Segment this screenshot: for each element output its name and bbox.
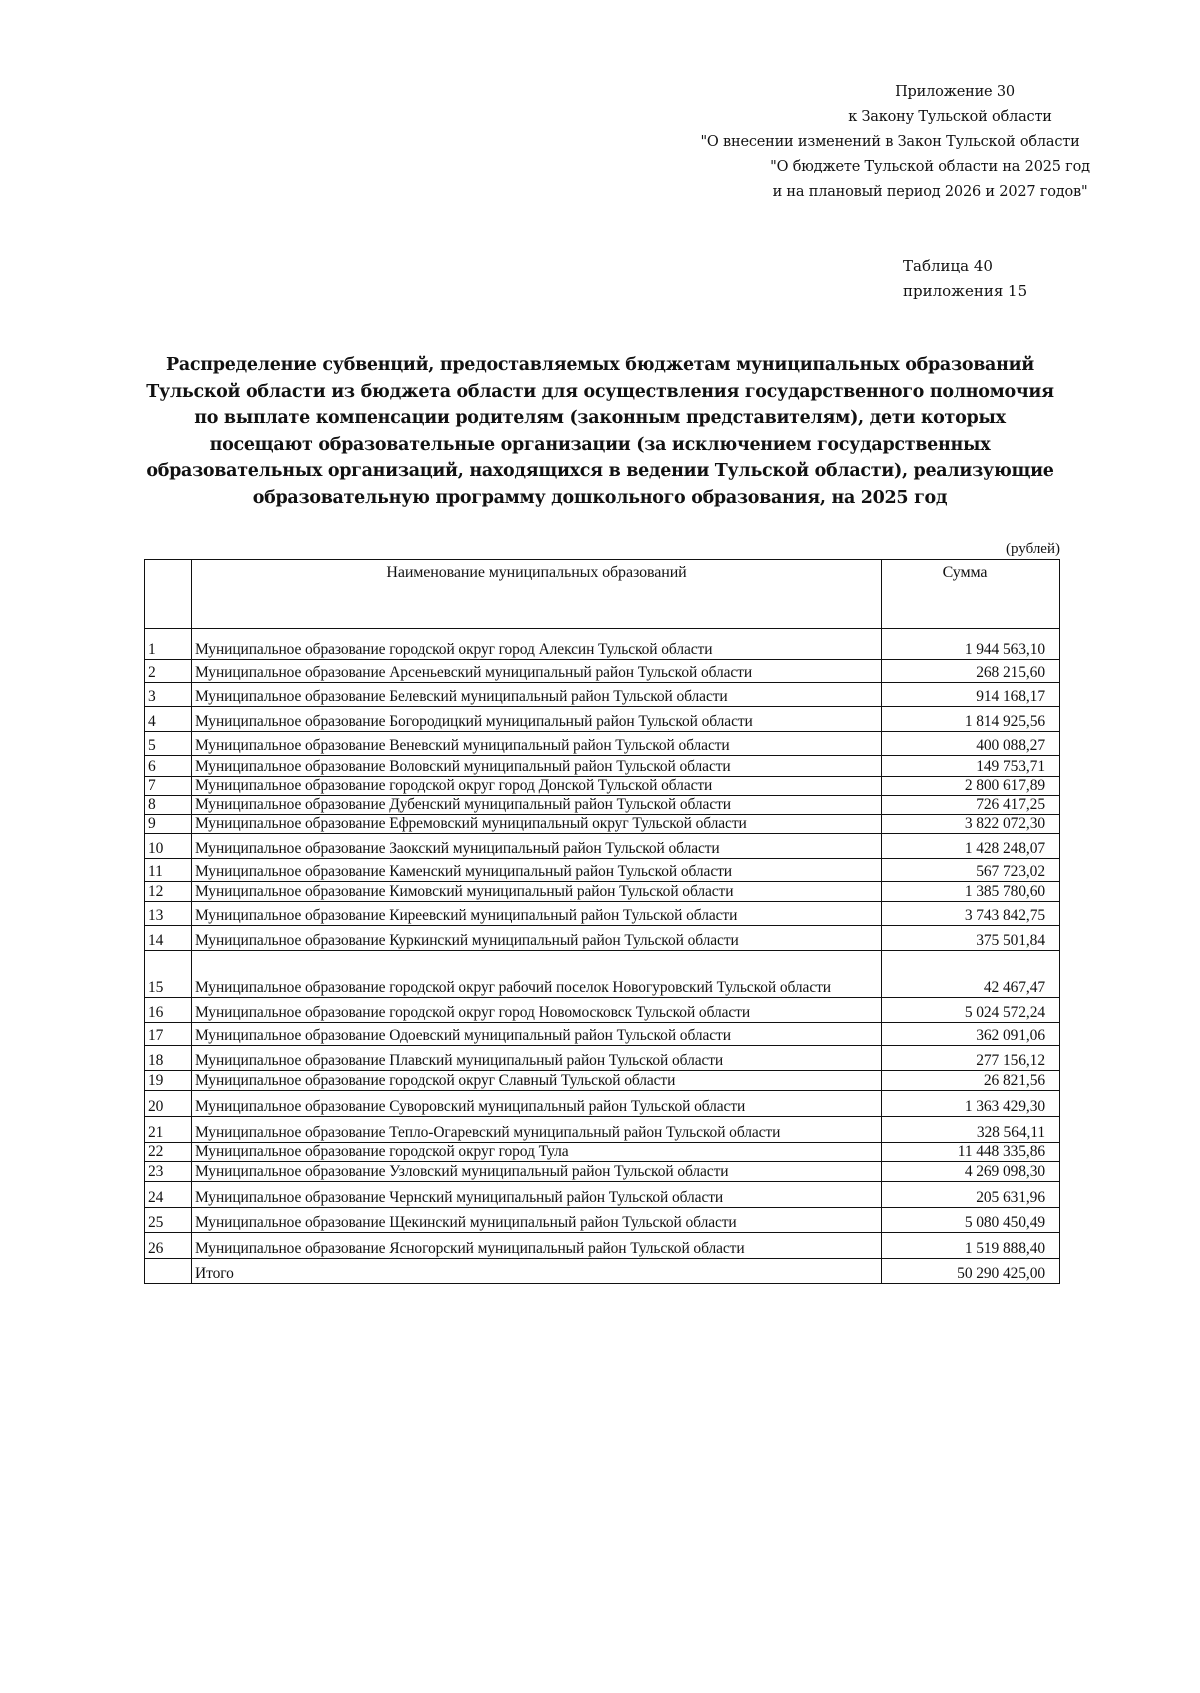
row-sum: 3 743 842,75	[882, 902, 1060, 926]
row-number: 3	[145, 683, 192, 707]
table-row	[145, 1071, 1060, 1091]
appendix-line: "О внесении изменений в Закон Тульской области	[700, 134, 1080, 150]
row-sum: 5 080 450,49	[882, 1208, 1060, 1233]
row-number: 9	[145, 815, 192, 834]
row-name: Муниципальное образование Суворовский муниципальный район Тульской области	[192, 1091, 882, 1117]
row-name: Муниципальное образование Плавский муниципальный район Тульской области	[192, 1046, 882, 1071]
table-row	[145, 1208, 1060, 1233]
table-row	[145, 815, 1060, 834]
row-sum: 1 428 248,07	[882, 834, 1060, 859]
row-sum: 277 156,12	[882, 1046, 1060, 1071]
row-sum: 3 822 072,30	[882, 815, 1060, 834]
row-number: 4	[145, 707, 192, 732]
appendix-header	[600, 80, 1170, 205]
table-row	[145, 998, 1060, 1023]
table-row	[145, 1143, 1060, 1162]
row-number: 5	[145, 732, 192, 756]
row-number: 11	[145, 859, 192, 882]
row-name: Муниципальное образование городской округ город Тула	[192, 1143, 882, 1162]
appendix-line: "О бюджете Тульской области на 2025 год	[770, 159, 1090, 175]
row-sum: 1 385 780,60	[882, 882, 1060, 902]
distribution-table	[144, 559, 1060, 1284]
row-number: 14	[145, 926, 192, 951]
row-sum: 4 269 098,30	[882, 1162, 1060, 1182]
row-sum: 205 631,96	[882, 1182, 1060, 1208]
row-number: 18	[145, 1046, 192, 1071]
table-row	[145, 859, 1060, 882]
row-name: Муниципальное образование Чернский муниципальный район Тульской области	[192, 1182, 882, 1208]
total-label: Итого	[192, 1259, 882, 1284]
row-number: 8	[145, 796, 192, 815]
row-name: Муниципальное образование Одоевский муниципальный район Тульской области	[192, 1023, 882, 1046]
row-number: 10	[145, 834, 192, 859]
row-name: Муниципальное образование Дубенский муниципальный район Тульской области	[192, 796, 882, 815]
row-name: Муниципальное образование Веневский муниципальный район Тульской области	[192, 732, 882, 756]
row-sum: 11 448 335,86	[882, 1143, 1060, 1162]
row-sum: 1 944 563,10	[882, 629, 1060, 660]
row-name: Муниципальное образование городской округ рабочий поселок Новогуровский Тульской области	[192, 951, 882, 998]
table-row	[145, 834, 1060, 859]
row-sum: 26 821,56	[882, 1071, 1060, 1091]
row-sum: 362 091,06	[882, 1023, 1060, 1046]
row-number: 26	[145, 1233, 192, 1259]
document-title: Распределение субвенций, предоставляемых бюджетам муниципальных образований Тульской области из бюджета области для осуществления государственного полномочия по выплате компенсации родителям (законным представителям), дети которых посещают образовательные организации (за исключением государственных образовательных организаций, находящихся в ведении Тульской области), реализующие образовательную программу дошкольного образования, на 2025 год	[146, 355, 1054, 508]
row-number: 23	[145, 1162, 192, 1182]
row-name: Муниципальное образование городской округ город Алексин Тульской области	[192, 629, 882, 660]
row-number: 16	[145, 998, 192, 1023]
row-sum: 1 814 925,56	[882, 707, 1060, 732]
row-number: 15	[145, 951, 192, 998]
row-number: 21	[145, 1117, 192, 1143]
table-row	[145, 756, 1060, 777]
row-sum: 2 800 617,89	[882, 777, 1060, 796]
row-name: Муниципальное образование Ефремовский муниципальный округ Тульской области	[192, 815, 882, 834]
row-name: Муниципальное образование городской округ город Новомосковск Тульской области	[192, 998, 882, 1023]
units-label: (рублей)	[1005, 541, 1060, 557]
row-sum: 400 088,27	[882, 732, 1060, 756]
row-number: 6	[145, 756, 192, 777]
row-sum: 914 168,17	[882, 683, 1060, 707]
table-row	[145, 1162, 1060, 1182]
row-name: Муниципальное образование городской округ Славный Тульской области	[192, 1071, 882, 1091]
table-row	[145, 1046, 1060, 1071]
table-row	[145, 1117, 1060, 1143]
table-row	[145, 1233, 1060, 1259]
row-sum: 328 564,11	[882, 1117, 1060, 1143]
appendix-line: и на плановый период 2026 и 2027 годов"	[772, 184, 1088, 200]
row-name: Муниципальное образование Каменский муниципальный район Тульской области	[192, 859, 882, 882]
row-sum: 268 215,60	[882, 660, 1060, 683]
table-body	[145, 629, 1060, 1284]
row-number: 19	[145, 1071, 192, 1091]
table-row	[145, 629, 1060, 660]
header-sum: Сумма	[882, 560, 1060, 629]
row-number: 22	[145, 1143, 192, 1162]
row-sum: 567 723,02	[882, 859, 1060, 882]
appendix-line: к Закону Тульской области	[848, 109, 1052, 125]
total-row	[145, 1259, 1060, 1284]
table-row	[145, 1182, 1060, 1208]
row-name: Муниципальное образование Куркинский муниципальный район Тульской области	[192, 926, 882, 951]
row-sum: 5 024 572,24	[882, 998, 1060, 1023]
table-row	[145, 777, 1060, 796]
row-number: 17	[145, 1023, 192, 1046]
row-name: Муниципальное образование Богородицкий муниципальный район Тульской области	[192, 707, 882, 732]
row-number: 13	[145, 902, 192, 926]
row-sum: 1 519 888,40	[882, 1233, 1060, 1259]
row-number: 7	[145, 777, 192, 796]
row-sum: 1 363 429,30	[882, 1091, 1060, 1117]
row-name: Муниципальное образование Арсеньевский муниципальный район Тульской области	[192, 660, 882, 683]
row-name: Муниципальное образование Тепло-Огаревский муниципальный район Тульской области	[192, 1117, 882, 1143]
table-header-row	[145, 560, 1060, 629]
table-reference	[903, 254, 1027, 304]
row-name: Муниципальное образование Воловский муниципальный район Тульской области	[192, 756, 882, 777]
appendix-number: приложения 15	[903, 282, 1028, 300]
table-row	[145, 951, 1060, 998]
table-number: Таблица 40	[903, 257, 993, 275]
row-sum: 149 753,71	[882, 756, 1060, 777]
row-name: Муниципальное образование Кимовский муниципальный район Тульской области	[192, 882, 882, 902]
table-row	[145, 882, 1060, 902]
header-number	[145, 560, 192, 629]
total-number	[145, 1259, 192, 1284]
row-name: Муниципальное образование Узловский муниципальный район Тульской области	[192, 1162, 882, 1182]
total-sum: 50 290 425,00	[882, 1259, 1060, 1284]
table-row	[145, 796, 1060, 815]
row-name: Муниципальное образование Ясногорский муниципальный район Тульской области	[192, 1233, 882, 1259]
appendix-line: Приложение 30	[895, 84, 1015, 100]
row-number: 20	[145, 1091, 192, 1117]
row-number: 2	[145, 660, 192, 683]
row-number: 12	[145, 882, 192, 902]
row-sum: 42 467,47	[882, 951, 1060, 998]
table-row	[145, 683, 1060, 707]
row-name: Муниципальное образование городской округ город Донской Тульской области	[192, 777, 882, 796]
row-sum: 375 501,84	[882, 926, 1060, 951]
table-row	[145, 660, 1060, 683]
table-row	[145, 902, 1060, 926]
header-name: Наименование муниципальных образований	[192, 560, 882, 629]
table-row	[145, 926, 1060, 951]
row-name: Муниципальное образование Киреевский муниципальный район Тульской области	[192, 902, 882, 926]
table-row	[145, 1091, 1060, 1117]
row-name: Муниципальное образование Белевский муниципальный район Тульской области	[192, 683, 882, 707]
row-number: 1	[145, 629, 192, 660]
row-number: 25	[145, 1208, 192, 1233]
row-name: Муниципальное образование Заокский муниципальный район Тульской области	[192, 834, 882, 859]
row-sum: 726 417,25	[882, 796, 1060, 815]
table-row	[145, 1023, 1060, 1046]
row-name: Муниципальное образование Щекинский муниципальный район Тульской области	[192, 1208, 882, 1233]
row-number: 24	[145, 1182, 192, 1208]
table-row	[145, 732, 1060, 756]
table-row	[145, 707, 1060, 732]
